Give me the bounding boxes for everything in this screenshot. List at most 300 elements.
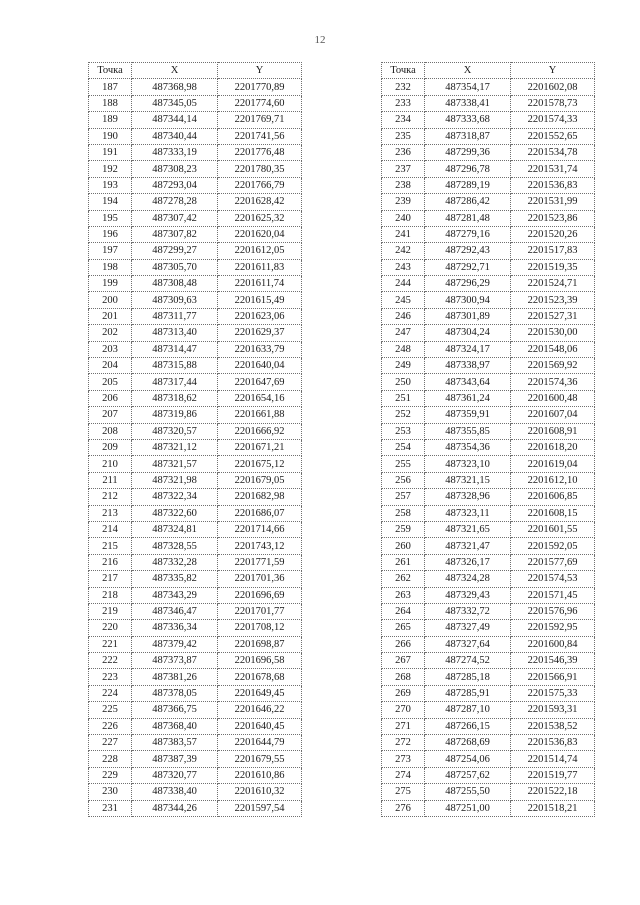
y-cell: 2201534,78: [511, 144, 595, 160]
x-cell: 487257,62: [425, 767, 511, 783]
y-cell: 2201698,87: [218, 636, 302, 652]
point-cell: 229: [89, 767, 132, 783]
table-row: [89, 669, 302, 685]
table-row: [382, 79, 595, 95]
x-cell: 487296,29: [425, 276, 511, 292]
y-cell: 2201519,77: [511, 767, 595, 783]
y-cell: 2201607,04: [511, 407, 595, 423]
table-row: [382, 390, 595, 406]
x-cell: 487309,63: [132, 292, 218, 308]
x-cell: 487328,55: [132, 538, 218, 554]
point-cell: 235: [382, 128, 425, 144]
y-cell: 2201602,08: [511, 79, 595, 95]
point-cell: 224: [89, 685, 132, 701]
point-cell: 196: [89, 226, 132, 242]
x-cell: 487301,89: [425, 308, 511, 324]
point-cell: 226: [89, 718, 132, 734]
y-cell: 2201574,36: [511, 374, 595, 390]
point-cell: 222: [89, 653, 132, 669]
x-cell: 487307,42: [132, 210, 218, 226]
x-cell: 487324,81: [132, 521, 218, 537]
table-row: [89, 800, 302, 816]
point-cell: 190: [89, 128, 132, 144]
y-cell: 2201666,92: [218, 423, 302, 439]
y-cell: 2201548,06: [511, 341, 595, 357]
y-cell: 2201780,35: [218, 161, 302, 177]
header-y: Y: [218, 63, 302, 79]
y-cell: 2201615,49: [218, 292, 302, 308]
table-row: [89, 538, 302, 554]
point-cell: 198: [89, 259, 132, 275]
point-cell: 233: [382, 95, 425, 111]
point-cell: 241: [382, 226, 425, 242]
table-row: [89, 407, 302, 423]
point-cell: 223: [89, 669, 132, 685]
x-cell: 487255,50: [425, 784, 511, 800]
point-cell: 252: [382, 407, 425, 423]
point-cell: 209: [89, 439, 132, 455]
x-cell: 487321,65: [425, 521, 511, 537]
x-cell: 487311,77: [132, 308, 218, 324]
header-point: Точка: [89, 63, 132, 79]
y-cell: 2201578,73: [511, 95, 595, 111]
point-cell: 191: [89, 144, 132, 160]
point-cell: 275: [382, 784, 425, 800]
x-cell: 487318,62: [132, 390, 218, 406]
table-row: [382, 538, 595, 554]
table-row: [89, 358, 302, 374]
x-cell: 487366,75: [132, 702, 218, 718]
point-cell: 245: [382, 292, 425, 308]
x-cell: 487286,42: [425, 194, 511, 210]
table-row: [89, 603, 302, 619]
x-cell: 487368,98: [132, 79, 218, 95]
y-cell: 2201647,69: [218, 374, 302, 390]
y-cell: 2201774,60: [218, 95, 302, 111]
table-row: [89, 784, 302, 800]
y-cell: 2201770,89: [218, 79, 302, 95]
table-row: [89, 161, 302, 177]
header-y: Y: [511, 63, 595, 79]
table-row: [382, 767, 595, 783]
point-cell: 188: [89, 95, 132, 111]
coordinates-table-right: [381, 62, 595, 817]
table-row: [382, 800, 595, 816]
y-cell: 2201654,16: [218, 390, 302, 406]
point-cell: 272: [382, 735, 425, 751]
table-row: [89, 620, 302, 636]
x-cell: 487327,49: [425, 620, 511, 636]
x-cell: 487320,57: [132, 423, 218, 439]
table-row: [382, 472, 595, 488]
y-cell: 2201536,83: [511, 735, 595, 751]
point-cell: 215: [89, 538, 132, 554]
x-cell: 487326,17: [425, 554, 511, 570]
table-row: [382, 489, 595, 505]
y-cell: 2201675,12: [218, 456, 302, 472]
table-row: [89, 276, 302, 292]
y-cell: 2201623,06: [218, 308, 302, 324]
point-cell: 217: [89, 571, 132, 587]
table-row: [382, 571, 595, 587]
point-cell: 269: [382, 685, 425, 701]
y-cell: 2201523,86: [511, 210, 595, 226]
point-cell: 189: [89, 112, 132, 128]
x-cell: 487299,27: [132, 243, 218, 259]
point-cell: 206: [89, 390, 132, 406]
x-cell: 487321,57: [132, 456, 218, 472]
coordinates-table-left: [88, 62, 302, 817]
point-cell: 254: [382, 439, 425, 455]
point-cell: 268: [382, 669, 425, 685]
x-cell: 487332,72: [425, 603, 511, 619]
y-cell: 2201546,39: [511, 653, 595, 669]
point-cell: 211: [89, 472, 132, 488]
table-row: [382, 636, 595, 652]
y-cell: 2201600,84: [511, 636, 595, 652]
point-cell: 212: [89, 489, 132, 505]
table-row: [89, 521, 302, 537]
point-cell: 210: [89, 456, 132, 472]
y-cell: 2201608,15: [511, 505, 595, 521]
y-cell: 2201552,65: [511, 128, 595, 144]
table-row: [89, 308, 302, 324]
point-cell: 230: [89, 784, 132, 800]
x-cell: 487251,00: [425, 800, 511, 816]
y-cell: 2201696,58: [218, 653, 302, 669]
table-row: [89, 128, 302, 144]
point-cell: 259: [382, 521, 425, 537]
table-row: [89, 636, 302, 652]
table-row: [382, 653, 595, 669]
y-cell: 2201576,96: [511, 603, 595, 619]
point-cell: 276: [382, 800, 425, 816]
table-row: [89, 243, 302, 259]
table-row: [382, 308, 595, 324]
x-cell: 487344,26: [132, 800, 218, 816]
point-cell: 258: [382, 505, 425, 521]
y-cell: 2201519,35: [511, 259, 595, 275]
y-cell: 2201701,77: [218, 603, 302, 619]
x-cell: 487308,23: [132, 161, 218, 177]
table-row: [382, 292, 595, 308]
y-cell: 2201531,99: [511, 194, 595, 210]
table-row: [382, 784, 595, 800]
y-cell: 2201646,22: [218, 702, 302, 718]
x-cell: 487379,42: [132, 636, 218, 652]
point-cell: 199: [89, 276, 132, 292]
table-header-row: [382, 63, 595, 79]
x-cell: 487320,77: [132, 767, 218, 783]
table-row: [382, 685, 595, 701]
y-cell: 2201629,37: [218, 325, 302, 341]
y-cell: 2201520,26: [511, 226, 595, 242]
point-cell: 205: [89, 374, 132, 390]
y-cell: 2201577,69: [511, 554, 595, 570]
x-cell: 487338,41: [425, 95, 511, 111]
point-cell: 225: [89, 702, 132, 718]
x-cell: 487324,17: [425, 341, 511, 357]
point-cell: 207: [89, 407, 132, 423]
y-cell: 2201610,86: [218, 767, 302, 783]
y-cell: 2201597,54: [218, 800, 302, 816]
y-cell: 2201682,98: [218, 489, 302, 505]
x-cell: 487333,68: [425, 112, 511, 128]
table-row: [89, 456, 302, 472]
table-row: [382, 587, 595, 603]
table-row: [382, 751, 595, 767]
y-cell: 2201661,88: [218, 407, 302, 423]
table-row: [89, 259, 302, 275]
point-cell: 270: [382, 702, 425, 718]
point-cell: 218: [89, 587, 132, 603]
x-cell: 487354,36: [425, 439, 511, 455]
x-cell: 487307,82: [132, 226, 218, 242]
x-cell: 487387,39: [132, 751, 218, 767]
y-cell: 2201628,42: [218, 194, 302, 210]
table-row: [382, 439, 595, 455]
point-cell: 193: [89, 177, 132, 193]
y-cell: 2201593,31: [511, 702, 595, 718]
point-cell: 201: [89, 308, 132, 324]
table-row: [89, 325, 302, 341]
table-row: [89, 194, 302, 210]
y-cell: 2201574,53: [511, 571, 595, 587]
y-cell: 2201708,12: [218, 620, 302, 636]
table-body-right: [382, 79, 595, 817]
y-cell: 2201649,45: [218, 685, 302, 701]
y-cell: 2201686,07: [218, 505, 302, 521]
x-cell: 487268,69: [425, 735, 511, 751]
point-cell: 243: [382, 259, 425, 275]
y-cell: 2201741,56: [218, 128, 302, 144]
table-row: [382, 603, 595, 619]
y-cell: 2201671,21: [218, 439, 302, 455]
point-cell: 248: [382, 341, 425, 357]
table-row: [89, 210, 302, 226]
table-row: [382, 358, 595, 374]
x-cell: 487314,47: [132, 341, 218, 357]
point-cell: 240: [382, 210, 425, 226]
y-cell: 2201679,05: [218, 472, 302, 488]
point-cell: 219: [89, 603, 132, 619]
table-row: [89, 390, 302, 406]
table-row: [89, 341, 302, 357]
table-row: [89, 374, 302, 390]
x-cell: 487319,86: [132, 407, 218, 423]
y-cell: 2201592,95: [511, 620, 595, 636]
header-point: Точка: [382, 63, 425, 79]
x-cell: 487254,06: [425, 751, 511, 767]
table-row: [382, 669, 595, 685]
y-cell: 2201606,85: [511, 489, 595, 505]
table-row: [382, 341, 595, 357]
point-cell: 255: [382, 456, 425, 472]
point-cell: 203: [89, 341, 132, 357]
x-cell: 487344,14: [132, 112, 218, 128]
y-cell: 2201574,33: [511, 112, 595, 128]
point-cell: 267: [382, 653, 425, 669]
y-cell: 2201701,36: [218, 571, 302, 587]
x-cell: 487305,70: [132, 259, 218, 275]
x-cell: 487278,28: [132, 194, 218, 210]
point-cell: 249: [382, 358, 425, 374]
header-x: X: [425, 63, 511, 79]
table-row: [382, 554, 595, 570]
y-cell: 2201523,39: [511, 292, 595, 308]
point-cell: 265: [382, 620, 425, 636]
point-cell: 234: [382, 112, 425, 128]
y-cell: 2201679,55: [218, 751, 302, 767]
x-cell: 487338,97: [425, 358, 511, 374]
x-cell: 487338,40: [132, 784, 218, 800]
table-row: [89, 587, 302, 603]
table-row: [89, 751, 302, 767]
y-cell: 2201633,79: [218, 341, 302, 357]
x-cell: 487381,26: [132, 669, 218, 685]
table-row: [89, 226, 302, 242]
table-row: [382, 128, 595, 144]
x-cell: 487321,47: [425, 538, 511, 554]
table-row: [382, 177, 595, 193]
table-row: [89, 423, 302, 439]
page-number: 12: [314, 34, 326, 46]
table-row: [89, 571, 302, 587]
x-cell: 487322,60: [132, 505, 218, 521]
point-cell: 202: [89, 325, 132, 341]
y-cell: 2201640,45: [218, 718, 302, 734]
point-cell: 216: [89, 554, 132, 570]
x-cell: 487285,91: [425, 685, 511, 701]
y-cell: 2201776,48: [218, 144, 302, 160]
point-cell: 204: [89, 358, 132, 374]
x-cell: 487318,87: [425, 128, 511, 144]
x-cell: 487343,29: [132, 587, 218, 603]
table-row: [89, 472, 302, 488]
x-cell: 487368,40: [132, 718, 218, 734]
point-cell: 239: [382, 194, 425, 210]
x-cell: 487321,98: [132, 472, 218, 488]
y-cell: 2201771,59: [218, 554, 302, 570]
point-cell: 200: [89, 292, 132, 308]
x-cell: 487279,16: [425, 226, 511, 242]
x-cell: 487332,28: [132, 554, 218, 570]
y-cell: 2201678,68: [218, 669, 302, 685]
table-row: [382, 194, 595, 210]
point-cell: 208: [89, 423, 132, 439]
x-cell: 487383,57: [132, 735, 218, 751]
table-row: [382, 161, 595, 177]
y-cell: 2201522,18: [511, 784, 595, 800]
y-cell: 2201601,55: [511, 521, 595, 537]
x-cell: 487378,05: [132, 685, 218, 701]
table-row: [382, 407, 595, 423]
x-cell: 487329,43: [425, 587, 511, 603]
x-cell: 487304,24: [425, 325, 511, 341]
table-row: [89, 177, 302, 193]
x-cell: 487324,28: [425, 571, 511, 587]
y-cell: 2201611,74: [218, 276, 302, 292]
x-cell: 487340,44: [132, 128, 218, 144]
table-row: [382, 423, 595, 439]
header-x: X: [132, 63, 218, 79]
x-cell: 487289,19: [425, 177, 511, 193]
x-cell: 487354,17: [425, 79, 511, 95]
table-row: [89, 653, 302, 669]
table-row: [382, 259, 595, 275]
point-cell: 187: [89, 79, 132, 95]
y-cell: 2201619,04: [511, 456, 595, 472]
y-cell: 2201530,00: [511, 325, 595, 341]
y-cell: 2201531,74: [511, 161, 595, 177]
table-row: [89, 735, 302, 751]
table-row: [89, 767, 302, 783]
y-cell: 2201566,91: [511, 669, 595, 685]
table-row: [382, 718, 595, 734]
point-cell: 261: [382, 554, 425, 570]
y-cell: 2201769,71: [218, 112, 302, 128]
table-row: [382, 243, 595, 259]
table-row: [382, 226, 595, 242]
x-cell: 487355,85: [425, 423, 511, 439]
y-cell: 2201517,83: [511, 243, 595, 259]
point-cell: 260: [382, 538, 425, 554]
point-cell: 257: [382, 489, 425, 505]
y-cell: 2201592,05: [511, 538, 595, 554]
table-row: [89, 685, 302, 701]
table-row: [382, 505, 595, 521]
x-cell: 487323,11: [425, 505, 511, 521]
point-cell: 266: [382, 636, 425, 652]
x-cell: 487373,87: [132, 653, 218, 669]
table-row: [382, 620, 595, 636]
point-cell: 192: [89, 161, 132, 177]
table-body-left: [89, 79, 302, 817]
table-row: [382, 325, 595, 341]
point-cell: 250: [382, 374, 425, 390]
point-cell: 274: [382, 767, 425, 783]
y-cell: 2201766,79: [218, 177, 302, 193]
point-cell: 220: [89, 620, 132, 636]
table-header-row: [89, 63, 302, 79]
x-cell: 487328,96: [425, 489, 511, 505]
x-cell: 487322,34: [132, 489, 218, 505]
x-cell: 487296,78: [425, 161, 511, 177]
y-cell: 2201524,71: [511, 276, 595, 292]
point-cell: 244: [382, 276, 425, 292]
y-cell: 2201536,83: [511, 177, 595, 193]
table-row: [89, 702, 302, 718]
y-cell: 2201518,21: [511, 800, 595, 816]
x-cell: 487315,88: [132, 358, 218, 374]
x-cell: 487343,64: [425, 374, 511, 390]
point-cell: 228: [89, 751, 132, 767]
point-cell: 271: [382, 718, 425, 734]
table-row: [89, 439, 302, 455]
point-cell: 253: [382, 423, 425, 439]
y-cell: 2201640,04: [218, 358, 302, 374]
y-cell: 2201514,74: [511, 751, 595, 767]
y-cell: 2201620,04: [218, 226, 302, 242]
x-cell: 487274,52: [425, 653, 511, 669]
point-cell: 264: [382, 603, 425, 619]
table-row: [89, 112, 302, 128]
table-row: [382, 702, 595, 718]
table-row: [382, 456, 595, 472]
x-cell: 487346,47: [132, 603, 218, 619]
x-cell: 487361,24: [425, 390, 511, 406]
x-cell: 487287,10: [425, 702, 511, 718]
